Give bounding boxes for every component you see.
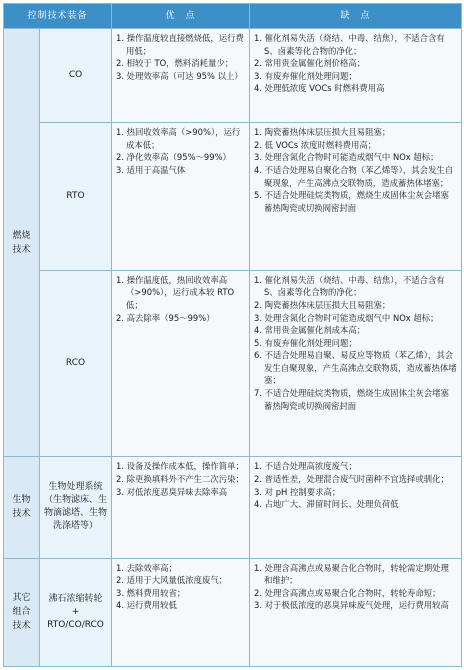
pros-cell-co [112, 29, 250, 123]
comparison-table [3, 3, 462, 667]
list-item: 3. 有废弃催化剂处理问题； [254, 70, 357, 81]
list-item: 3. 燃料费用较省； [116, 587, 186, 598]
list-item: 3. 对低浓度恶臭异味去除率高 [116, 486, 228, 497]
list-item: 5. 不适合处理硅烷类物质，燃烧生成固体尘灰会堵塞蓄热陶瓷或切换阀密封面 [254, 190, 449, 213]
list-item: 1. 处理含高沸点或易聚合化合物时，转轮需定期处理和维护； [254, 562, 449, 586]
table-row-co [4, 29, 462, 123]
category-combustion [4, 29, 40, 457]
list-item: 1. 设备及操作成本低，操作简单； [116, 461, 244, 472]
list-item: 1. 催化剂易失活（烧结、中毒、结焦），不适合含有 S、卤素等化合物的净化； [254, 274, 445, 298]
list-item: 2. 适用于大风量低浓度废气； [116, 575, 228, 586]
cons-cell-bio [250, 457, 462, 558]
pros-cell-other [112, 558, 250, 666]
list-item: 2. 低 VOCs 浓度时燃料费用高； [254, 139, 377, 150]
list-item: 6. 不适合处理易自聚、易反应等物质（苯乙烯），其会发生自聚现象，产生高沸点交联物质，造成蓄热体堵塞； [254, 350, 457, 386]
category-other [4, 558, 40, 666]
pros-list [116, 274, 245, 324]
list-item: 4. 运行费用较低 [116, 600, 177, 611]
cons-list [254, 126, 457, 214]
list-item: 4. 占地广大、滞留时间长、处理负荷低 [254, 499, 399, 510]
list-item: 4. 处理低浓度 VOCs 时燃料费用高 [254, 83, 385, 94]
cons-cell-rto [250, 123, 462, 270]
table-row-rco [4, 270, 462, 457]
pros-list [116, 562, 245, 612]
cons-list [254, 274, 457, 413]
header-cons: 缺 点 [250, 4, 462, 29]
cons-list [254, 562, 457, 612]
tech-name-rto: RTO [40, 123, 112, 270]
cons-cell-rco [250, 270, 462, 457]
list-item: 2. 常用贵金属催化剂价格高； [254, 58, 366, 69]
table-row-other [4, 558, 462, 666]
list-item: 2. 处理含高沸点或易聚合化合物时，转轮寿命短； [254, 587, 441, 598]
list-item: 1. 操作温度较直接燃烧低，运行费用低； [116, 33, 244, 56]
tech-name-other: 沸石浓缩转轮 + RTO/CO/RCO [40, 558, 112, 666]
cons-list [254, 32, 457, 95]
cons-cell-co [250, 29, 462, 123]
list-item: 3. 适用于高温气体 [116, 165, 186, 176]
list-item: 2. 净化效率高（95%～99%） [116, 152, 231, 163]
tech-name-co: CO [40, 29, 112, 123]
list-item: 2. 除更换填料外不产生二次污染； [116, 473, 244, 484]
header-row [4, 4, 462, 29]
list-item: 1. 不适合处理高浓度废气； [254, 461, 357, 472]
list-item: 1. 催化剂易失活（烧结、中毒、结焦），不适合含有 S、卤素等化合物的净化； [254, 33, 445, 56]
list-item: 1. 去除效率高； [116, 562, 177, 573]
list-item: 3. 处理效率高（可达 95% 以上） [116, 70, 243, 81]
list-item: 3. 处理含氮化合物时可能造成烟气中 NOx 超标； [254, 312, 439, 323]
pros-list [116, 126, 245, 176]
tech-name-bio: 生物处理系统（生物滤床、生物滴滤塔、生物洗涤塔等） [40, 457, 112, 558]
pros-cell-rto [112, 123, 250, 270]
list-item: 2. 高去除率（95～99%） [116, 312, 215, 323]
list-item: 3. 对 pH 控制要求高； [254, 486, 341, 497]
list-item: 3. 对于极低浓度的恶臭异味废气处理，运行费用较高 [254, 600, 449, 611]
category-label: 燃烧 技术 [12, 230, 31, 255]
pros-list [116, 32, 245, 82]
category-label: 生物 技术 [12, 495, 31, 520]
pros-cell-rco [112, 270, 250, 457]
list-item: 1. 陶瓷蓄热体床层压损大且易阻塞； [254, 127, 391, 138]
category-label: 其它 组合 技术 [12, 593, 31, 632]
cons-list [254, 460, 457, 510]
header-tech: 控制技术装备 [4, 4, 112, 29]
table-row-bio [4, 457, 462, 558]
list-item: 2. 相较于 TO，燃料消耗量少； [116, 58, 234, 69]
cons-cell-other [250, 558, 462, 666]
pros-cell-bio [112, 457, 250, 558]
table-row-rto [4, 123, 462, 270]
list-item: 3. 处理含氮化合物时可能造成烟气中 NOx 超标； [254, 152, 439, 163]
tech-name-rco: RCO [40, 270, 112, 457]
list-item: 2. 普适性差，处理混合废气时菌种不宜选择或驯化； [254, 473, 449, 484]
list-item: 2. 陶瓷蓄热体床层压损大且易阻塞； [254, 299, 391, 310]
header-pros: 优 点 [112, 4, 250, 29]
list-item: 1. 热回收效率高（>90%），运行成本低； [116, 127, 241, 150]
list-item: 5. 有废弃催化剂处理问题； [254, 337, 357, 348]
list-item: 4. 不适合处理易自聚化合物（苯乙烯等），其会发生自聚现象，产生高沸点交联物质，造成蓄热体堵塞； [254, 165, 454, 188]
pros-list [116, 460, 245, 498]
list-item: 1. 操作温度低，热回收效率高（>90%），运行成本较 RTO 低； [116, 274, 235, 310]
list-item: 4. 常用贵金属催化剂成本高； [254, 325, 366, 336]
list-item: 7. 不适合处理硅烷类物质，燃烧生成固体尘灰会堵塞蓄热陶瓷或切换阀密封面 [254, 388, 449, 411]
category-bio [4, 457, 40, 558]
